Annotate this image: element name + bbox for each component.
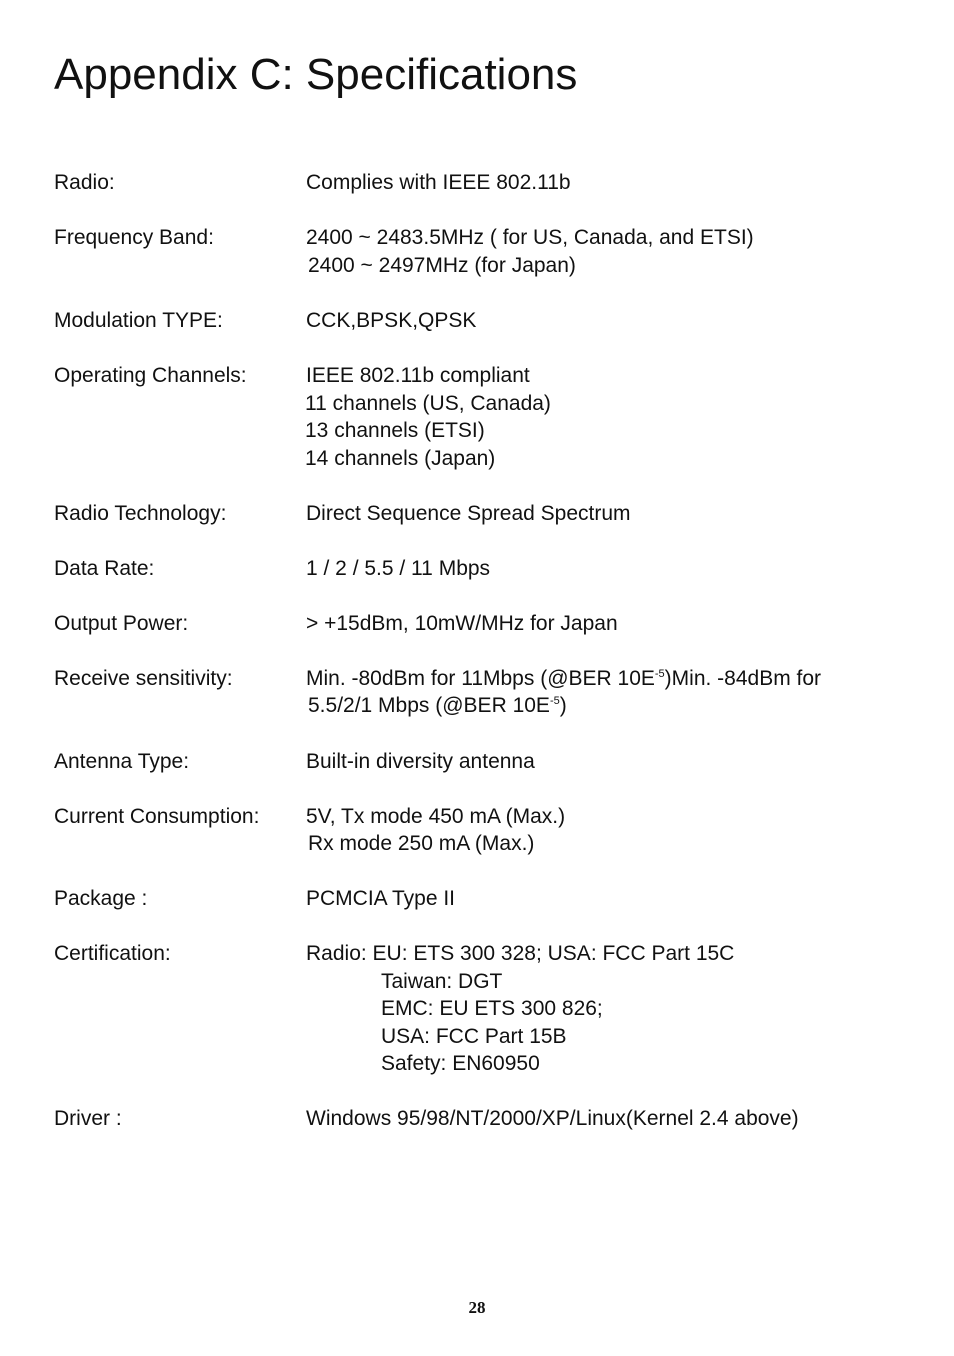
spec-value-certification: USA: FCC Part 15B xyxy=(381,1025,567,1048)
spec-value-modulation: CCK,BPSK,QPSK xyxy=(306,309,477,332)
spec-value-certification: EMC: EU ETS 300 826; xyxy=(381,997,603,1020)
spec-value-current-consumption: 5V, Tx mode 450 mA (Max.) xyxy=(306,805,566,828)
spec-label-radio-technology: Radio Technology: xyxy=(54,502,227,525)
spec-label-antenna-type: Antenna Type: xyxy=(54,750,190,773)
spec-label-modulation: Modulation TYPE: xyxy=(54,309,223,332)
spec-value-operating-channels: 11 channels (US, Canada) xyxy=(305,392,551,415)
spec-label-frequency-band: Frequency Band: xyxy=(54,226,214,249)
sensitivity-text: 5.5/2/1 Mbps (@BER 10E xyxy=(308,694,550,717)
spec-label-certification: Certification: xyxy=(54,942,171,965)
sensitivity-text: ) xyxy=(559,694,567,717)
sensitivity-text: Min. -80dBm for 11Mbps (@BER 10E xyxy=(306,667,655,690)
spec-value-operating-channels: 13 channels (ETSI) xyxy=(305,419,485,442)
spec-label-radio: Radio: xyxy=(54,171,115,194)
spec-value-radio-technology: Direct Sequence Spread Spectrum xyxy=(306,502,631,525)
spec-label-operating-channels: Operating Channels: xyxy=(54,364,247,387)
page-title: Appendix C: Specifications xyxy=(54,50,578,99)
spec-value-driver: Windows 95/98/NT/2000/XP/Linux(Kernel 2.4 above) xyxy=(306,1107,799,1130)
spec-label-current-consumption: Current Consumption: xyxy=(54,805,260,828)
spec-label-package: Package : xyxy=(54,887,148,910)
spec-label-data-rate: Data Rate: xyxy=(54,557,155,580)
page-number: 28 xyxy=(468,1298,486,1317)
sensitivity-exponent: -5 xyxy=(654,668,665,680)
spec-label-receive-sensitivity: Receive sensitivity: xyxy=(54,667,233,690)
spec-value-operating-channels: 14 channels (Japan) xyxy=(305,447,496,470)
spec-value-frequency-band: 2400 ~ 2497MHz (for Japan) xyxy=(308,254,576,277)
spec-value-package: PCMCIA Type II xyxy=(306,887,455,910)
spec-value-radio: Complies with IEEE 802.11b xyxy=(306,171,571,194)
spec-value-current-consumption: Rx mode 250 mA (Max.) xyxy=(308,832,535,855)
spec-value-output-power: > +15dBm, 10mW/MHz for Japan xyxy=(306,612,618,635)
sensitivity-exponent: -5 xyxy=(549,695,560,707)
spec-value-certification: Radio: EU: ETS 300 328; USA: FCC Part 15C xyxy=(306,942,735,965)
spec-label-output-power: Output Power: xyxy=(54,612,189,635)
spec-value-receive-sensitivity xyxy=(306,665,821,692)
spec-value-certification: Safety: EN60950 xyxy=(381,1052,540,1075)
sensitivity-text: )Min. -84dBm for xyxy=(664,667,822,690)
spec-value-frequency-band: 2400 ~ 2483.5MHz ( for US, Canada, and ETSI) xyxy=(306,226,754,249)
spec-value-operating-channels: IEEE 802.11b compliant xyxy=(306,364,530,387)
spec-label-driver: Driver : xyxy=(54,1107,122,1130)
spec-value-antenna-type: Built-in diversity antenna xyxy=(306,750,535,773)
spec-value-receive-sensitivity xyxy=(308,692,567,719)
spec-value-data-rate: 1 / 2 / 5.5 / 11 Mbps xyxy=(306,557,491,580)
spec-value-certification: Taiwan: DGT xyxy=(381,970,503,993)
